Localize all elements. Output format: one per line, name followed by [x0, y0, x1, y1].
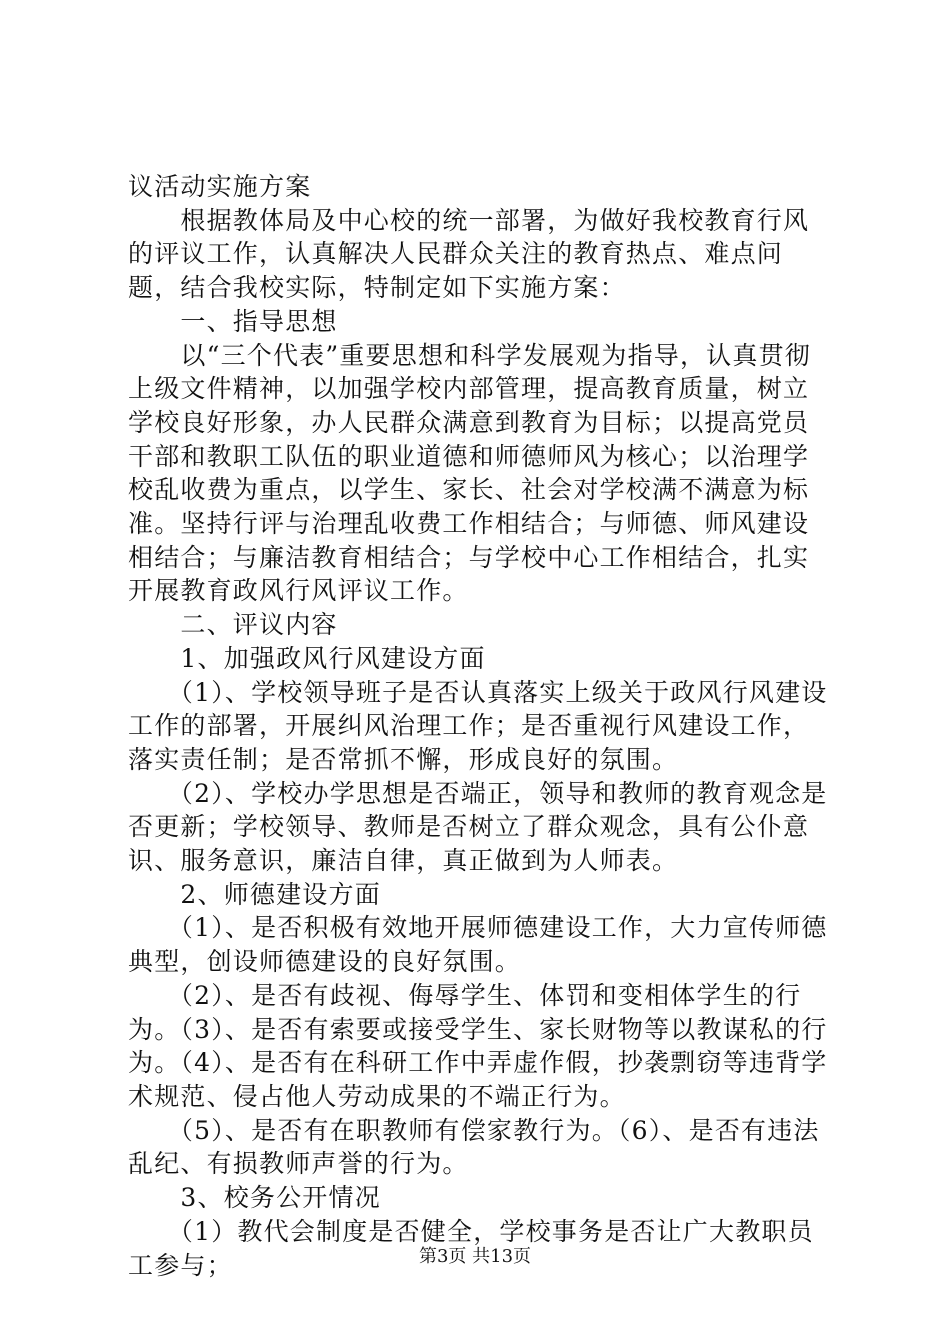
- paragraph-item-2-2-to-4: （2）、是否有歧视、侮辱学生、体罚和变相体学生的行为。（3）、是否有索要或接受学生、家长财物等以教谋私的行为。（4）、是否有在科研工作中弄虚作假，抄袭剽窃等违背学术规范、侵占他人劳动成果的不端正行为。: [128, 980, 828, 1111]
- heading-evaluation-content: 二、评议内容: [128, 610, 338, 640]
- paragraph-item-3-1: （1）教代会制度是否健全，学校事务是否让广大教职员工参与；: [128, 1216, 814, 1280]
- page-number: 第3页 共13页: [418, 1246, 532, 1267]
- subheading-teacher-ethics: 2、师德建设方面: [128, 879, 381, 909]
- paragraph-item-1-2: （2）、学校办学思想是否端正，领导和教师的教育观念是否更新；学校领导、教师是否树立了群众观念，具有公仆意识、服务意识，廉洁自律，真正做到为人师表。: [128, 778, 828, 876]
- heading-guiding-ideology: 一、指导思想: [128, 306, 338, 336]
- paragraph-title-continuation: 议活动实施方案: [128, 172, 312, 201]
- paragraph-item-2-5-6: （5）、是否有在职教师有偿家教行为。（6）、是否有违法乱纪、有损教师声誉的行为。: [128, 1115, 820, 1179]
- paragraph-intro: 根据教体局及中心校的统一部署，为做好我校教育行风的评议工作，认真解决人民群众关注的教育热点、难点问题，结合我校实际，特制定如下实施方案：: [128, 205, 810, 303]
- paragraph-item-1-1: （1）、学校领导班子是否认真落实上级关于政风行风建设工作的部署，开展纠风治理工作；是否重视行风建设工作，落实责任制；是否常抓不懈，形成良好的氛围。: [128, 677, 828, 774]
- subheading-conduct-building: 1、加强政风行风建设方面: [128, 643, 486, 673]
- subheading-school-affairs: 3、校务公开情况: [128, 1183, 381, 1213]
- paragraph-guiding-ideology: 以“三个代表”重要思想和科学发展观为指导，认真贯彻上级文件精神，以加强学校内部管理，提高教育质量，树立学校良好形象，办人民群众满意到教育为目标；以提高党员干部和教职工队伍的职业道德和师德师风为核心；以治理学校乱收费为重点，以学生、家长、社会对学校满不满意为标准。坚持行评与治理乱收费工作相结合；与师德、师风建设相结合；与廉洁教育相结合；与学校中心工作相结合，扎实开展教育政风行风评议工作。: [128, 340, 811, 606]
- document-body: [128, 170, 828, 1282]
- paragraph-item-2-1: （1）、是否积极有效地开展师德建设工作，大力宣传师德典型，创设师德建设的良好氛围。: [128, 913, 828, 977]
